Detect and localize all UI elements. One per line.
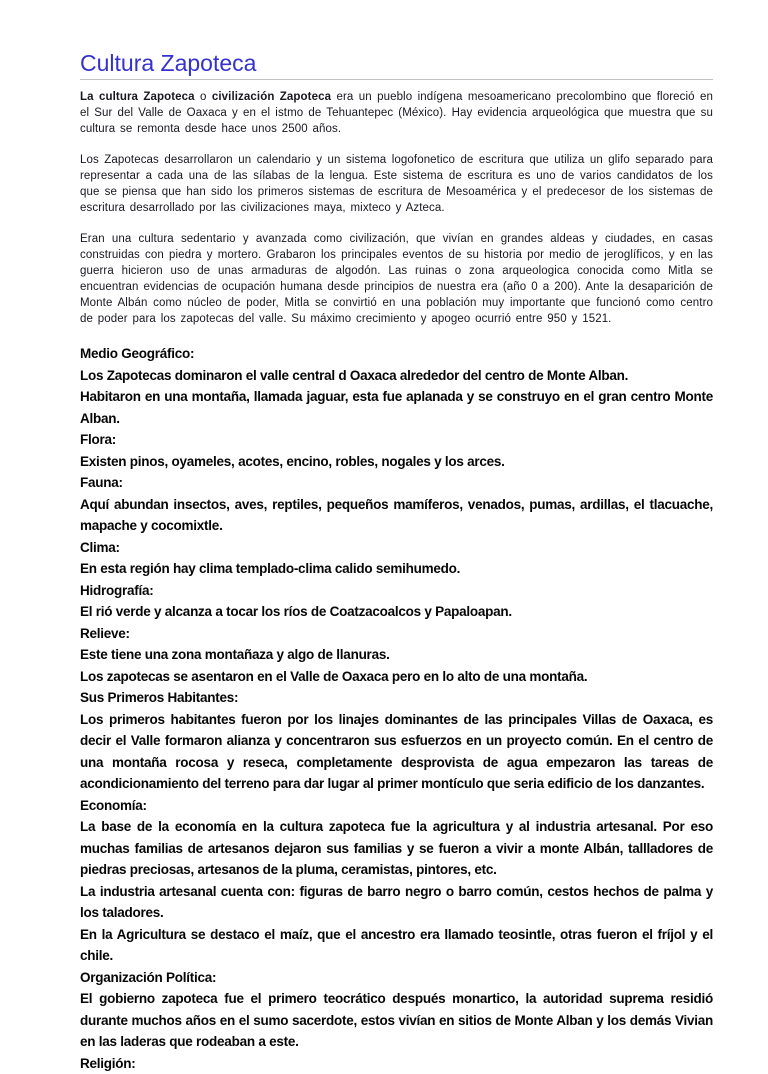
section-paragraph: La industria artesanal cuenta con: figuras de barro negro o barro común, cestos hechos de palma y los taladores. — [80, 881, 713, 924]
section-paragraph: Los zapotecas se asentaron en el Valle de Oaxaca pero en lo alto de una montaña. — [80, 666, 713, 688]
section-paragraph: Los Zapotecas dominaron el valle central d Oaxaca alrededor del centro de Monte Alban. — [80, 365, 713, 387]
section-paragraph: Aquí abundan insectos, aves, reptiles, pequeños mamíferos, venados, pumas, ardillas, el tlacuache, mapache y cocomixtle. — [80, 494, 713, 537]
section-heading: Hidrografía: — [80, 580, 713, 602]
section-heading: Medio Geográfico: — [80, 343, 713, 365]
intro-bold-run: La cultura Zapoteca — [80, 91, 195, 103]
section-heading: Clima: — [80, 537, 713, 559]
section-paragraph: En la Agricultura se destaco el maíz, que el ancestro era llamado teosintle, otras fueron el fríjol y el chile. — [80, 924, 713, 967]
title-divider — [80, 79, 713, 80]
section-paragraph: Existen pinos, oyameles, acotes, encino, robles, nogales y los arces. — [80, 451, 713, 473]
section-paragraph: La base de la economía en la cultura zapoteca fue la agricultura y al industria artesanal. Por eso muchas familias de artesanos dejaron sus familias y se fueron a vivir a monte Albán, tallladores de piedras preciosas, artesanos de la pluma, ceramistas, pintores, etc. — [80, 816, 713, 881]
section-paragraph: El gobierno zapoteca fue el primero teocrático después monartico, la autoridad suprema residió durante muchos años en el sumo sacerdote, estos vivían en sitios de Monte Alban y los demás Vivian en las laderas que rodeaban a este. — [80, 988, 713, 1053]
intro-paragraph: Eran una cultura sedentario y avanzada como civilización, que vivían en grandes aldeas y ciudades, en casas construidas con piedra y mortero. Grabaron los principales eventos de su historia por medio de jeroglíficos, y en las guerra hicieron uso de unas armaduras de algodón. Las ruinas o zona arqueologica conocida como Mitla se encuentran evidencias de ocupación humana desde principios de nuestra era (año 0 a 200). Ante la desaparición de Monte Albán como núcleo de poder, Mitla se convirtió en una población muy importante que funcionó como centro de poder para los zapotecas del valle. Su máximo crecimiento y apogeo ocurrió entre 950 y 1521. — [80, 231, 713, 327]
section-heading: Fauna: — [80, 472, 713, 494]
intro-block — [80, 89, 713, 327]
intro-text-run: o — [195, 91, 212, 103]
section-heading: Religión: — [80, 1053, 713, 1074]
intro-paragraph — [80, 89, 713, 137]
section-heading: Organización Política: — [80, 967, 713, 989]
sections-container — [80, 343, 713, 1074]
intro-bold-run: civilización Zapoteca — [212, 91, 331, 103]
section-heading: Relieve: — [80, 623, 713, 645]
intro-text-run: era un pueblo indígena mesoamericano precolombino que floreció en el Sur del Valle de Oaxaca y en el istmo de Tehuantepec (México). Hay evidencia arqueológica que muestra que su cultura se remonta desde hace unos 2500 años. — [80, 91, 713, 135]
page-title: Cultura Zapoteca — [80, 50, 713, 76]
section-paragraph: Este tiene una zona montañaza y algo de llanuras. — [80, 644, 713, 666]
document-content — [80, 50, 713, 1074]
section-heading: Flora: — [80, 429, 713, 451]
section-heading: Economía: — [80, 795, 713, 817]
section-paragraph: El rió verde y alcanza a tocar los ríos de Coatzacoalcos y Papaloapan. — [80, 601, 713, 623]
section-heading: Sus Primeros Habitantes: — [80, 687, 713, 709]
section-paragraph: Habitaron en una montaña, llamada jaguar, esta fue aplanada y se construyo en el gran centro Monte Alban. — [80, 386, 713, 429]
section-paragraph: En esta región hay clima templado-clima calido semihumedo. — [80, 558, 713, 580]
intro-paragraph: Los Zapotecas desarrollaron un calendario y un sistema logofonetico de escritura que utiliza un glifo separado para representar a cada una de las sílabas de la lengua. Este sistema de escritura es uno de varios candidatos de los que se piensa que han sido los primeros sistemas de escritura de Mesoamérica y el predecesor de los sistemas de escritura desarrollado por las civilizaciones maya, mixteco y Azteca. — [80, 152, 713, 216]
section-paragraph: Los primeros habitantes fueron por los linajes dominantes de las principales Villas de Oaxaca, es decir el Valle formaron alianza y concentraron sus esfuerzos en un proyecto común. En el centro de una montaña rocosa y reseca, completamente desprovista de agua empezaron las tareas de acondicionamiento del terreno para dar lugar al primer montículo que seria edificio de los danzantes. — [80, 709, 713, 795]
